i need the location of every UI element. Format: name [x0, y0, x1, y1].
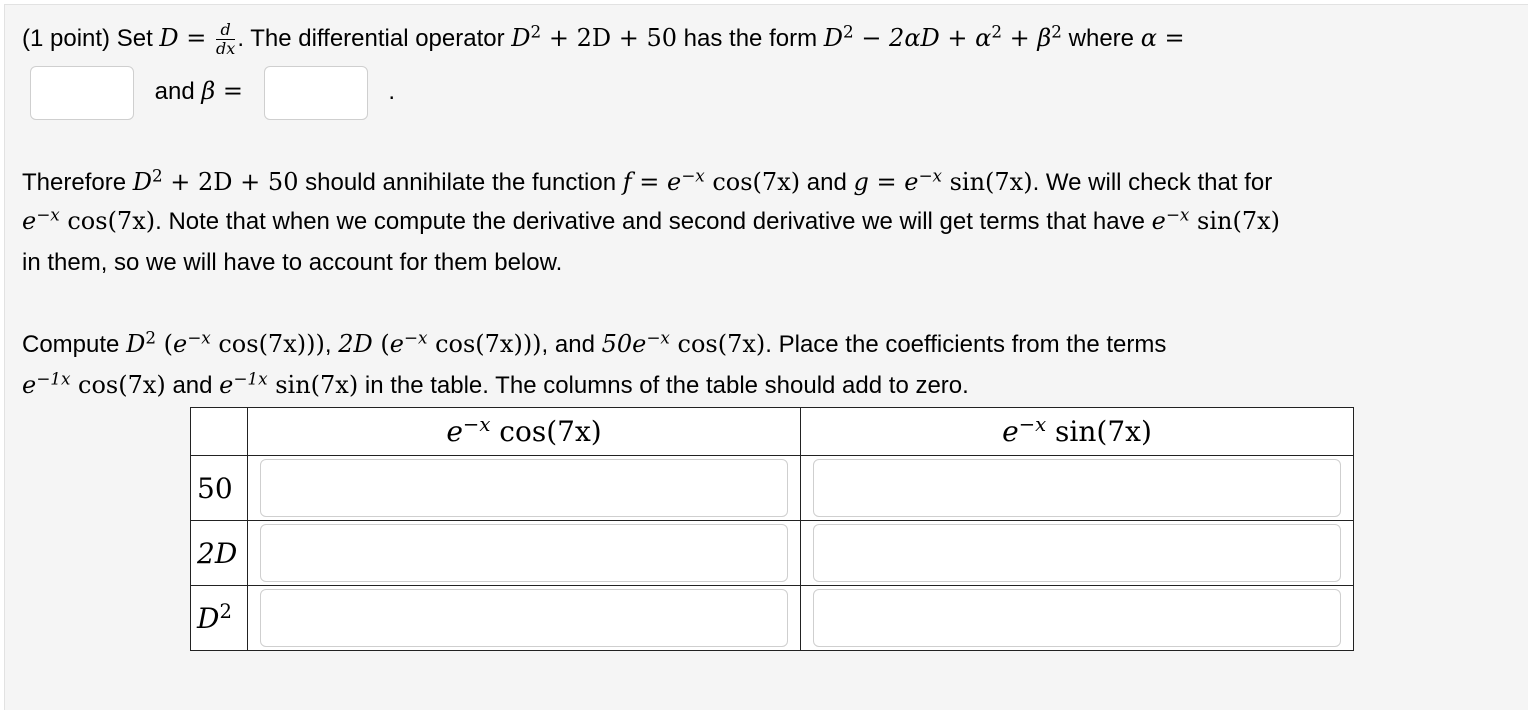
- therefore-line-2: $e^{-x}$ cos(7x). Note that when we compute the derivative and second derivative we will get terms that have $e^{-x}$ sin(7x): [22, 204, 1280, 235]
- sin-coef-d2-input[interactable]: [813, 589, 1341, 647]
- compute-line-2: $e^{-1x}$ cos(7x) and $e^{-1x}$ sin(7x) in the table. The columns of the table should add to zero.: [22, 368, 969, 399]
- operator-expression: $D^2 + 2D + 50$: [511, 21, 677, 52]
- problem-line-1: (1 point) Set D = $\frac{d}{dx}$ . The differential operator $D^2 + 2D + 50$ has the form $D^2 - 2\alpha D + \alpha^2 + \beta^2$ where α =: [22, 20, 1185, 58]
- beta-input[interactable]: [264, 66, 368, 120]
- therefore-line-1: Therefore $D^2 + 2D + 50$ should annihilate the function $f = e^{-x}$ cos(7x) and $g = e^{-x}$ sin(7x). We will check that for: [22, 165, 1273, 196]
- points-label: (1 point): [22, 24, 111, 52]
- sin-coef-50-input[interactable]: [813, 459, 1341, 517]
- row-label-50: 50: [191, 456, 248, 521]
- table-row: [191, 586, 1354, 651]
- coefficient-table: [190, 407, 1354, 651]
- therefore-line-3: in them, so we will have to account for them below.: [22, 249, 563, 276]
- row-label-2d: 2D: [191, 521, 248, 586]
- d-dx-fraction: $\frac{d}{dx}$: [216, 20, 236, 58]
- cos-coef-2d-input[interactable]: [260, 524, 788, 582]
- cos-coef-50-input[interactable]: [260, 459, 788, 517]
- cos-coef-d2-input[interactable]: [260, 589, 788, 647]
- table-corner: [191, 408, 248, 456]
- form-expression: $D^2 - 2\alpha D + \alpha^2 + \beta^2$: [823, 21, 1062, 52]
- sin-coef-2d-input[interactable]: [813, 524, 1341, 582]
- row-label-d2: $D^2$: [191, 586, 248, 651]
- table-header-row: [191, 408, 1354, 456]
- compute-line-1: Compute $D^2$ ($e^{-x}$ cos(7x))), 2D ($e^{-x}$ cos(7x))), and $50e^{-x}$ cos(7x). Place the coefficients from the terms: [22, 327, 1167, 358]
- table-row: [191, 456, 1354, 521]
- header-sin: $e^{-x}$ sin(7x): [801, 408, 1354, 456]
- header-cos: $e^{-x}$ cos(7x): [248, 408, 801, 456]
- problem-line-2: and β = .: [30, 62, 395, 121]
- table-row: [191, 521, 1354, 586]
- alpha-input[interactable]: [30, 66, 134, 120]
